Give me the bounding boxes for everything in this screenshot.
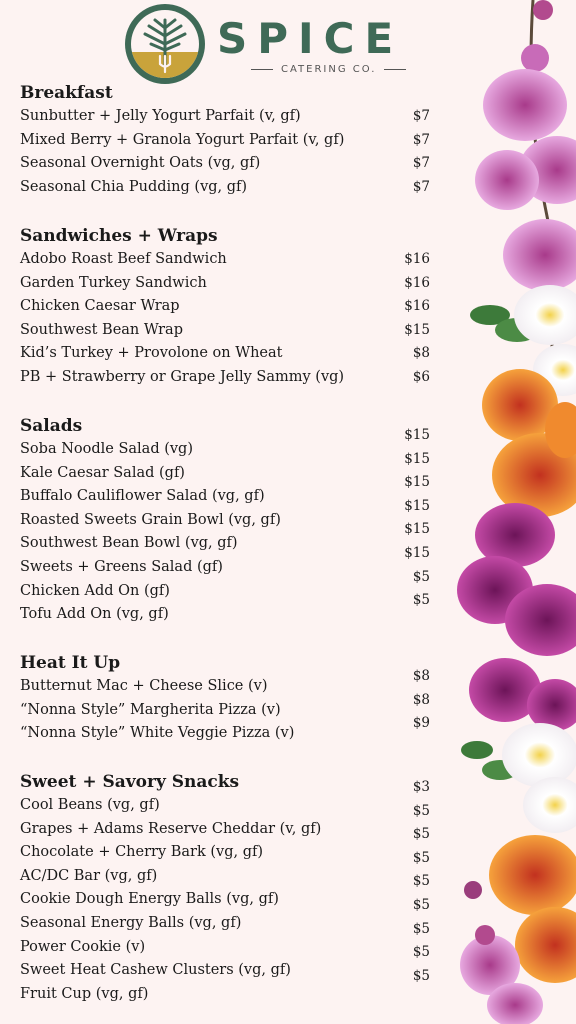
price-column (404, 424, 430, 613)
menu-item: Cookie Dough Energy Balls (vg, gf) (20, 891, 279, 908)
item-price: $15 (404, 521, 430, 538)
item-price: $15 (404, 427, 430, 443)
section-title: Heat It Up (20, 653, 121, 673)
menu-item: Fruit Cup (vg, gf) (20, 985, 149, 1002)
item-price: $8 (412, 691, 430, 708)
menu-item: Cool Beans (vg, gf) (20, 797, 160, 813)
item-price: $16 (404, 251, 430, 267)
menu-item: Chicken Caesar Wrap $16 (20, 295, 440, 319)
item-price: $15 (404, 321, 430, 338)
section-title: Breakfast (20, 83, 113, 103)
section-title: Salads (20, 416, 83, 436)
section-heat-it-up (20, 651, 440, 746)
brand-subtitle: CATERING CO. (243, 64, 414, 75)
menu-item: Soba Noodle Salad (vg) (20, 441, 193, 457)
section-breakfast (20, 81, 440, 199)
item-price: $3 (412, 779, 430, 795)
item-price: $15 (404, 497, 430, 514)
menu-item: Grapes + Adams Reserve Cheddar (v, gf) (20, 820, 322, 837)
menu-item: Roasted Sweets Grain Bowl (vg, gf) (20, 511, 281, 528)
menu-item: Garden Turkey Sandwich $16 (20, 272, 440, 296)
menu-item: Chocolate + Cherry Bark (vg, gf) (20, 844, 264, 861)
item-price: $6 (412, 368, 430, 385)
menu-item: Southwest Bean Bowl (vg, gf) (20, 535, 238, 552)
orchid-flower-border (455, 0, 576, 1024)
item-price: $16 (404, 298, 430, 315)
menu-item: Adobo Roast Beef Sandwich $16 (20, 248, 440, 272)
menu-item: Power Cookie (v) (20, 938, 146, 955)
menu-item: Sweet Heat Cashew Clusters (vg, gf) (20, 962, 291, 979)
item-price: $5 (412, 896, 430, 913)
tree-fork-emblem-icon (125, 4, 205, 84)
menu-item: “Nonna Style” White Veggie Pizza (v) (20, 725, 295, 742)
section-sandwiches-wraps (20, 224, 440, 390)
item-price: $7 (412, 131, 430, 148)
section-title: Sandwiches + Wraps (20, 226, 218, 246)
item-price: $5 (412, 920, 430, 937)
section-salads (20, 414, 440, 627)
item-price: $7 (412, 178, 430, 195)
item-price: $9 (412, 715, 430, 732)
item-price: $8 (412, 668, 430, 684)
menu-item: Southwest Bean Wrap $15 (20, 319, 440, 343)
menu-item: “Nonna Style” Margherita Pizza (v) (20, 701, 281, 718)
menu-item: Kale Caesar Salad (gf) (20, 464, 185, 481)
item-price: $5 (412, 826, 430, 843)
item-price: $8 (412, 345, 430, 362)
item-price: $16 (404, 274, 430, 291)
menu-item: AC/DC Bar (vg, gf) (20, 867, 158, 884)
item-price: $5 (412, 944, 430, 961)
item-price: $7 (412, 108, 430, 124)
menu-item: Sunbutter + Jelly Yogurt Parfait (v, gf) $7 (20, 105, 440, 129)
menu-item: Buffalo Cauliflower Salad (vg, gf) (20, 488, 265, 505)
menu-item: Seasonal Overnight Oats (vg, gf) $7 (20, 152, 440, 176)
menu-item: PB + Strawberry or Grape Jelly Sammy (vg) $6 (20, 366, 440, 390)
menu-item: Butternut Mac + Cheese Slice (v) (20, 678, 268, 694)
section-sweet-savory-snacks (20, 770, 440, 1006)
menu-item: Kid’s Turkey + Provolone on Wheat $8 (20, 342, 440, 366)
menu-item: Tofu Add On (vg, gf) (20, 606, 169, 623)
item-price: $15 (404, 450, 430, 467)
item-price: $7 (412, 155, 430, 172)
item-price: $15 (404, 474, 430, 491)
menu-item: Mixed Berry + Granola Yogurt Parfait (v, gf) $7 (20, 129, 440, 153)
menu-item: Sweets + Greens Salad (gf) (20, 558, 223, 575)
item-price: $15 (404, 544, 430, 561)
item-price: $5 (412, 873, 430, 890)
menu-item: Seasonal Chia Pudding (vg, gf) $7 (20, 176, 440, 200)
item-price: $5 (412, 802, 430, 819)
item-price: $5 (412, 592, 430, 609)
item-price: $5 (412, 849, 430, 866)
price-column (413, 665, 430, 736)
brand-name: SPICE (217, 14, 404, 63)
menu-item: Seasonal Energy Balls (vg, gf) (20, 914, 242, 931)
brand-logo (125, 4, 415, 84)
menu-item: Chicken Add On (gf) (20, 582, 170, 599)
item-price: $5 (412, 568, 430, 585)
item-price: $5 (412, 967, 430, 984)
price-column (413, 776, 430, 988)
section-title: Sweet + Savory Snacks (20, 772, 240, 792)
